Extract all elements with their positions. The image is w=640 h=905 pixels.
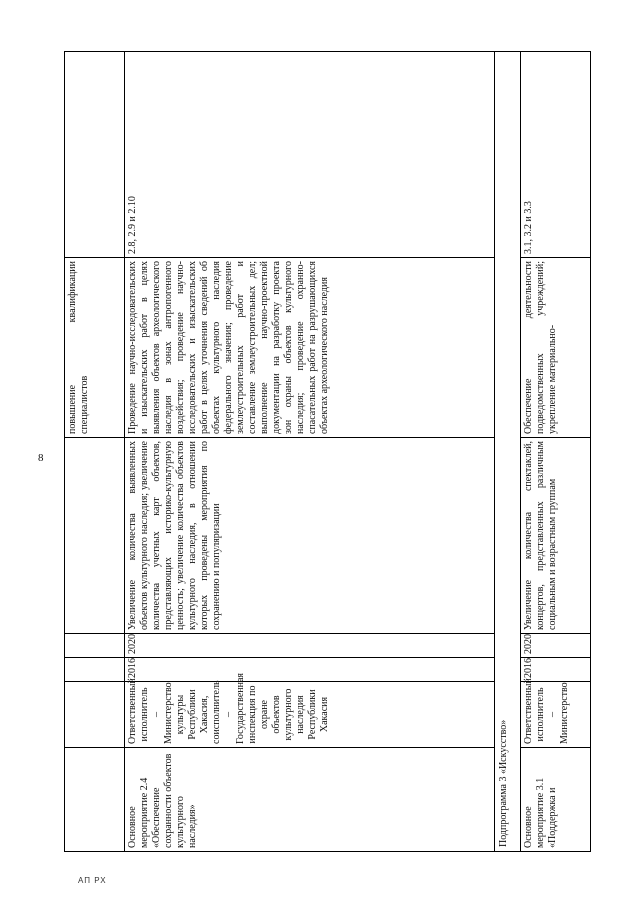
links-cell — [65, 52, 125, 258]
table-row — [521, 52, 591, 852]
effect-cell — [65, 438, 125, 634]
start-year-cell: 2016 — [125, 658, 495, 682]
indicators-cell: Проведение научно-исследовательских и изыскательских работ в целях выявления объектов археологического наследия в зонах антропогенного воздействия; проведение научно-исследовательских и изыскательских работ в целях уточнения сведений об объектах культурного наследия федерального значения; проведение землеустроительных работ и составление землеустроительных дел; выполнение научно-проектной документации на разработку проекта зон охраны объектов культурного наследия; проведение охранно-спасательных работ на разрушающихся объектах археологического наследия — [125, 258, 495, 438]
end-year-cell: 2020 — [125, 634, 495, 658]
effect-cell: Увеличение количества выявленных объектов культурного наследия; увеличение количества учетных карт объектов, представляющих историко-культурную ценность; увеличение количества объектов культурного наследия, в отношении которых проведены мероприятия по сохранению и популяризации — [125, 438, 495, 634]
links-cell: 3.1, 3.2 и 3.3 — [521, 52, 591, 258]
responsible-cell: Ответственный исполнитель – Министерство — [521, 682, 591, 748]
activity-cell: Основное мероприятие 3.1 «Поддержка и — [521, 748, 591, 852]
responsible-cell — [65, 682, 125, 748]
activity-cell — [65, 748, 125, 852]
start-year-cell — [65, 658, 125, 682]
links-cell: 2.8, 2.9 и 2.10 — [125, 52, 495, 258]
table-row — [65, 52, 125, 852]
end-year-cell — [65, 634, 125, 658]
end-year-cell: 2020 — [521, 634, 591, 658]
indicators-cell: Обеспечение деятельности подведомственных учреждений; укрепление материально- — [521, 258, 591, 438]
table-row — [495, 52, 521, 852]
activity-cell: Основное мероприятие 2.4 «Обеспечение сохранности объектов культурного наследия» — [125, 748, 495, 852]
archive-stamp: АП РХ — [78, 876, 107, 885]
table-row — [125, 52, 495, 852]
rotated-table-container — [64, 52, 592, 852]
responsible-cell: Ответственный исполнитель – Министерство культуры Республики Хакасия, соисполнитель – Государственная инспекция по охране объектов культурного наследия Республики Хакасия — [125, 682, 495, 748]
start-year-cell: 2016 — [521, 658, 591, 682]
effect-cell: Увеличение количества спектаклей, концертов, представленных различным социальным и возрастным группам — [521, 438, 591, 634]
subprogram-heading: Подпрограмма 3 «Искусство» — [495, 52, 521, 852]
indicators-cell: повышение квалификации специалистов — [65, 258, 125, 438]
program-activities-table — [64, 51, 591, 852]
page-number: 8 — [38, 452, 44, 464]
